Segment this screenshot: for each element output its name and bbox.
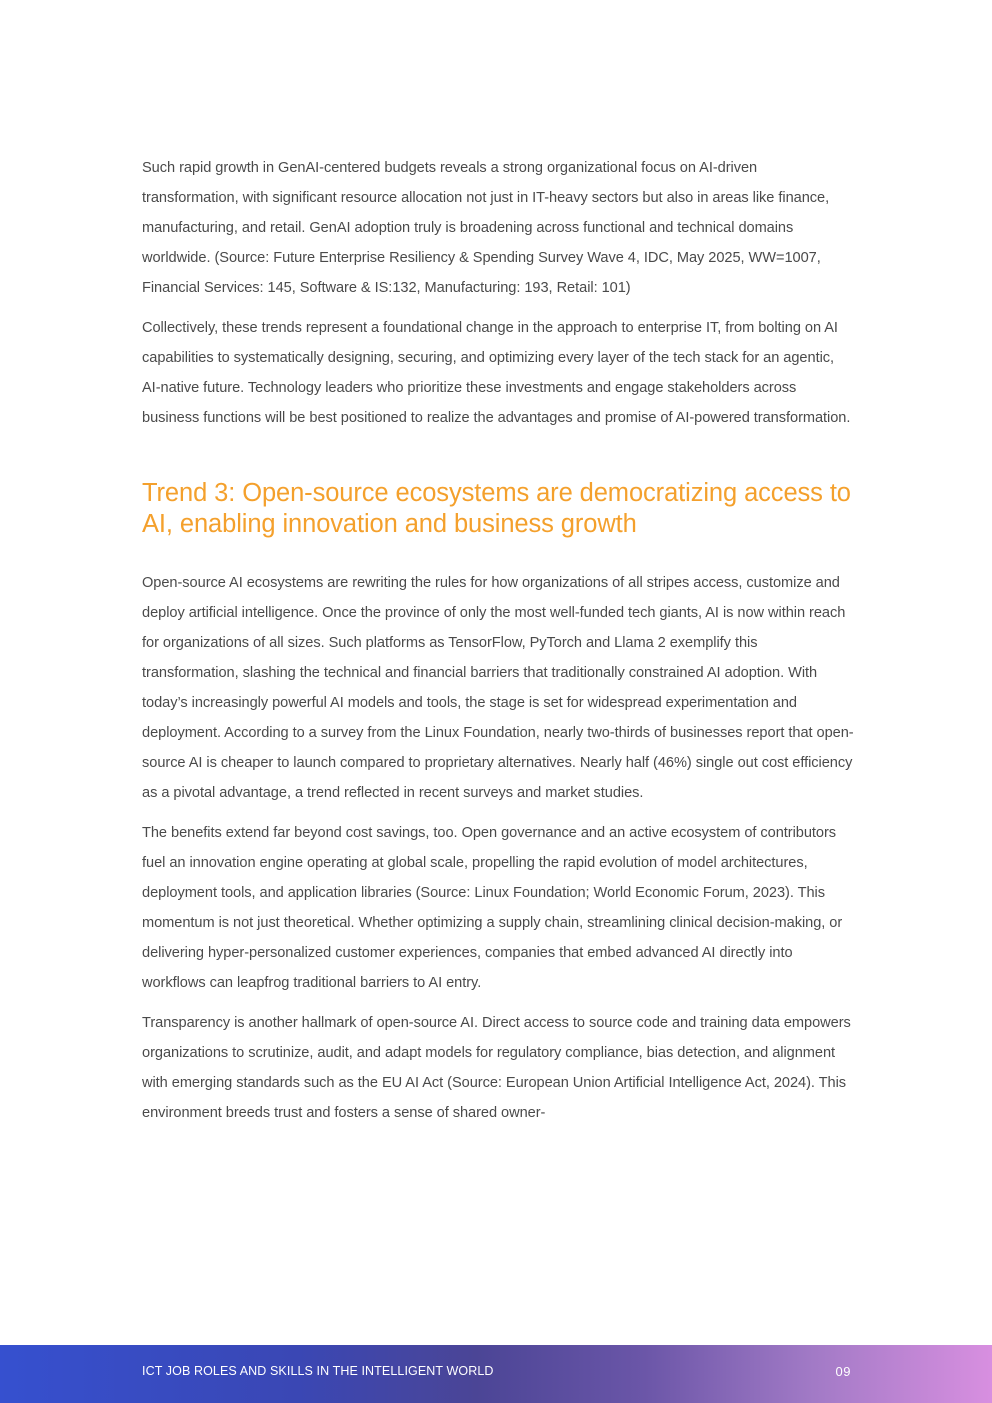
section-heading: Trend 3: Open-source ecosystems are democratizing access to AI, enabling innovation and business growth <box>142 479 851 538</box>
page-content <box>142 153 854 1138</box>
footer-document-title: ICT JOB ROLES AND SKILLS IN THE INTELLIGENT WORLD <box>142 1364 494 1378</box>
body-paragraph: The benefits extend far beyond cost savings, too. Open governance and an active ecosystem of contributors fuel an innovation engine operating at global scale, propelling the rapid evolution of model architectures, deployment tools, and application libraries (Source: Linux Foundation; World Economic Forum, 2023). This momentum is not just theoretical. Whether optimizing a supply chain, streamlining clinical decision-making, or delivering hyper-personalized customer experiences, companies that embed advanced AI directly into workflows can leapfrog traditional barriers to AI entry. <box>142 825 843 991</box>
body-paragraph: Collectively, these trends represent a foundational change in the approach to enterprise IT, from bolting on AI capabilities to systematically designing, securing, and optimizing every layer of the tech stack for an agentic, AI-native future. Technology leaders who prioritize these investments and engage stakeholders across business functions will be best positioned to realize the advantages and promise of AI-powered transformation. <box>142 320 851 426</box>
page-number: 09 <box>835 1364 851 1379</box>
page-footer <box>0 1345 992 1403</box>
body-paragraph: Such rapid growth in GenAI-centered budgets reveals a strong organizational focus on AI-driven transformation, with significant resource allocation not just in IT-heavy sectors but also in areas like finance, manufacturing, and retail. GenAI adoption truly is broadening across functional and technical domains worldwide. (Source: Future Enterprise Resiliency & Spending Survey Wave 4, IDC, May 2025, WW=1007, Financial Services: 145, Software & IS:132, Manufacturing: 193, Retail: 101) <box>142 160 830 296</box>
body-paragraph: Transparency is another hallmark of open-source AI. Direct access to source code and training data empowers organizations to scrutinize, audit, and adapt models for regulatory compliance, bias detection, and alignment with emerging standards such as the EU AI Act (Source: European Union Artificial Intelligence Act, 2024). This environment breeds trust and fosters a sense of shared owner- <box>142 1015 851 1121</box>
body-paragraph: Open-source AI ecosystems are rewriting the rules for how organizations of all stripes access, customize and deploy artificial intelligence. Once the province of only the most well-funded tech giants, AI is now within reach for organizations of all sizes. Such platforms as TensorFlow, PyTorch and Llama 2 exemplify this transformation, slashing the technical and financial barriers that traditionally constrained AI adoption. With today’s increasingly powerful AI models and tools, the stage is set for widespread experimentation and deployment. According to a survey from the Linux Foundation, nearly two-thirds of businesses report that open-source AI is cheaper to launch compared to proprietary alternatives. Nearly half (46%) single out cost efficiency as a pivotal advantage, a trend reflected in recent surveys and market studies. <box>142 575 854 801</box>
